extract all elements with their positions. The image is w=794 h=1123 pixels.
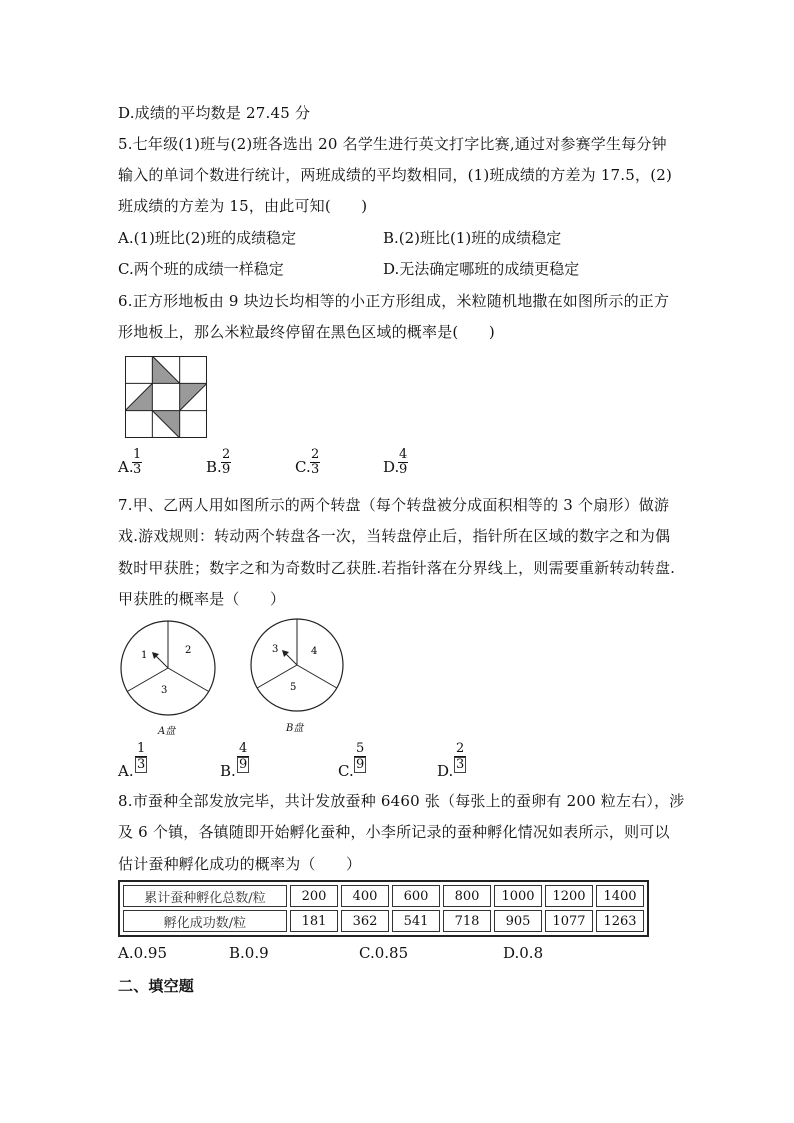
numerator: 2 bbox=[222, 447, 231, 462]
spinner-b-caption: B盘 bbox=[286, 723, 304, 734]
q6-option-c-fraction bbox=[310, 448, 320, 477]
q8-option-b: B.0.9 bbox=[229, 944, 269, 962]
sector-label: 3 bbox=[272, 644, 279, 655]
sector-label: 3 bbox=[161, 685, 168, 696]
q6-option-a-letter: A. bbox=[118, 458, 134, 476]
q7-option-c-letter: C. bbox=[338, 762, 354, 780]
q5-option-c: C.两个班的成绩一样稳定 bbox=[118, 260, 284, 278]
q8-option-a: A.0.95 bbox=[118, 944, 167, 962]
denominator: 9 bbox=[239, 757, 248, 772]
spinner-a bbox=[118, 618, 218, 718]
q6-option-d-letter: D. bbox=[383, 458, 400, 476]
numerator: 2 bbox=[311, 447, 320, 462]
q7-option-b-letter: B. bbox=[220, 762, 236, 780]
table-cell: 800 bbox=[443, 885, 491, 907]
spinner-a-caption: A盘 bbox=[158, 726, 176, 737]
table-cell: 1263 bbox=[596, 910, 644, 932]
row-label: 孵化成功数/粒 bbox=[123, 910, 287, 932]
table-cell: 400 bbox=[341, 885, 389, 907]
q5-text-line-1: 5.七年级(1)班与(2)班各选出 20 名学生进行英文打字比赛,通过对参赛学生每分钟 bbox=[118, 135, 667, 153]
shaded-region bbox=[125, 356, 207, 438]
denominator: 9 bbox=[222, 462, 231, 477]
table-row bbox=[123, 910, 644, 932]
numerator: 5 bbox=[356, 741, 365, 756]
sector-label: 1 bbox=[141, 650, 148, 661]
q7-option-d-letter: D. bbox=[437, 762, 454, 780]
q6-option-b-fraction bbox=[221, 448, 231, 477]
numerator: 4 bbox=[399, 447, 408, 462]
denominator: 3 bbox=[456, 757, 465, 772]
table-cell: 200 bbox=[290, 885, 338, 907]
denominator: 9 bbox=[399, 462, 408, 477]
denominator: 3 bbox=[137, 757, 146, 772]
numerator: 1 bbox=[133, 447, 142, 462]
numerator: 1 bbox=[137, 741, 146, 756]
table-cell: 181 bbox=[290, 910, 338, 932]
q8-text-line-2: 及 6 个镇，各镇随即开始孵化蚕种，小李所记录的蚕种孵化情况如表所示，则可以 bbox=[118, 823, 670, 841]
table-cell: 718 bbox=[443, 910, 491, 932]
table-cell: 1077 bbox=[545, 910, 593, 932]
numerator: 2 bbox=[456, 741, 465, 756]
table-cell: 905 bbox=[494, 910, 542, 932]
q6-option-c-letter: C. bbox=[295, 458, 311, 476]
q7-option-d-fraction bbox=[454, 742, 466, 773]
sector-label: 4 bbox=[311, 646, 318, 657]
q7-text-line-3: 数时甲获胜；数字之和为奇数时乙获胜.若指针落在分界线上，则需要重新转动转盘. bbox=[118, 559, 676, 577]
q5-option-a: A.(1)班比(2)班的成绩稳定 bbox=[118, 229, 297, 247]
q5-text-line-3: 班成绩的方差为 15，由此可知( ) bbox=[118, 197, 368, 215]
table-cell: 362 bbox=[341, 910, 389, 932]
q5-option-d: D.无法确定哪班的成绩更稳定 bbox=[383, 260, 580, 278]
table-cell: 541 bbox=[392, 910, 440, 932]
q6-option-a-fraction bbox=[132, 448, 142, 477]
q8-text-line-1: 8.市蚕种全部发放完毕，共计发放蚕种 6460 张（每张上的蚕卵有 200 粒左右），涉 bbox=[118, 792, 685, 810]
q6-floor-diagram bbox=[125, 356, 207, 438]
q8-option-d: D.0.8 bbox=[503, 944, 544, 962]
q7-option-a-fraction bbox=[135, 742, 147, 773]
table-cell: 600 bbox=[392, 885, 440, 907]
q5-option-b: B.(2)班比(1)班的成绩稳定 bbox=[383, 229, 562, 247]
row-label: 累计蚕种孵化总数/粒 bbox=[123, 885, 287, 907]
table-cell: 1400 bbox=[596, 885, 644, 907]
q8-text-line-3: 估计蚕种孵化成功的概率为（ ） bbox=[118, 855, 362, 873]
q7-option-a-letter: A. bbox=[118, 762, 134, 780]
spinner-b bbox=[248, 616, 346, 714]
denominator: 3 bbox=[133, 462, 142, 477]
q7-text-line-2: 戏.游戏规则：转动两个转盘各一次，当转盘停止后，指针所在区域的数字之和为偶 bbox=[118, 527, 671, 545]
denominator: 3 bbox=[311, 462, 320, 477]
q6-option-b-letter: B. bbox=[206, 458, 222, 476]
q4-option-d: D.成绩的平均数是 27.45 分 bbox=[118, 104, 311, 122]
sector-label: 5 bbox=[290, 682, 297, 693]
q7-option-c-fraction bbox=[354, 742, 366, 773]
table-row bbox=[123, 885, 644, 907]
q7-text-line-1: 7.甲、乙两人用如图所示的两个转盘（每个转盘被分成面积相等的 3 个扇形）做游 bbox=[118, 496, 670, 514]
q6-text-line-1: 6.正方形地板由 9 块边长均相等的小正方形组成，米粒随机地撒在如图所示的正方 bbox=[118, 292, 670, 310]
numerator: 4 bbox=[239, 741, 248, 756]
hatching-table bbox=[118, 880, 649, 937]
section-heading: 二、填空题 bbox=[118, 977, 195, 995]
q7-text-line-4: 甲获胜的概率是（ ） bbox=[118, 590, 286, 608]
denominator: 9 bbox=[356, 757, 365, 772]
sector-label: 2 bbox=[185, 645, 192, 656]
q6-text-line-2: 形地板上，那么米粒最终停留在黑色区域的概率是( ) bbox=[118, 323, 495, 341]
table-cell: 1200 bbox=[545, 885, 593, 907]
q8-option-c: C.0.85 bbox=[359, 944, 409, 962]
q7-option-b-fraction bbox=[237, 742, 249, 773]
table-cell: 1000 bbox=[494, 885, 542, 907]
q6-option-d-fraction bbox=[398, 448, 408, 477]
q5-text-line-2: 输入的单词个数进行统计，两班成绩的平均数相同，(1)班成绩的方差为 17.5，(2) bbox=[118, 166, 673, 184]
